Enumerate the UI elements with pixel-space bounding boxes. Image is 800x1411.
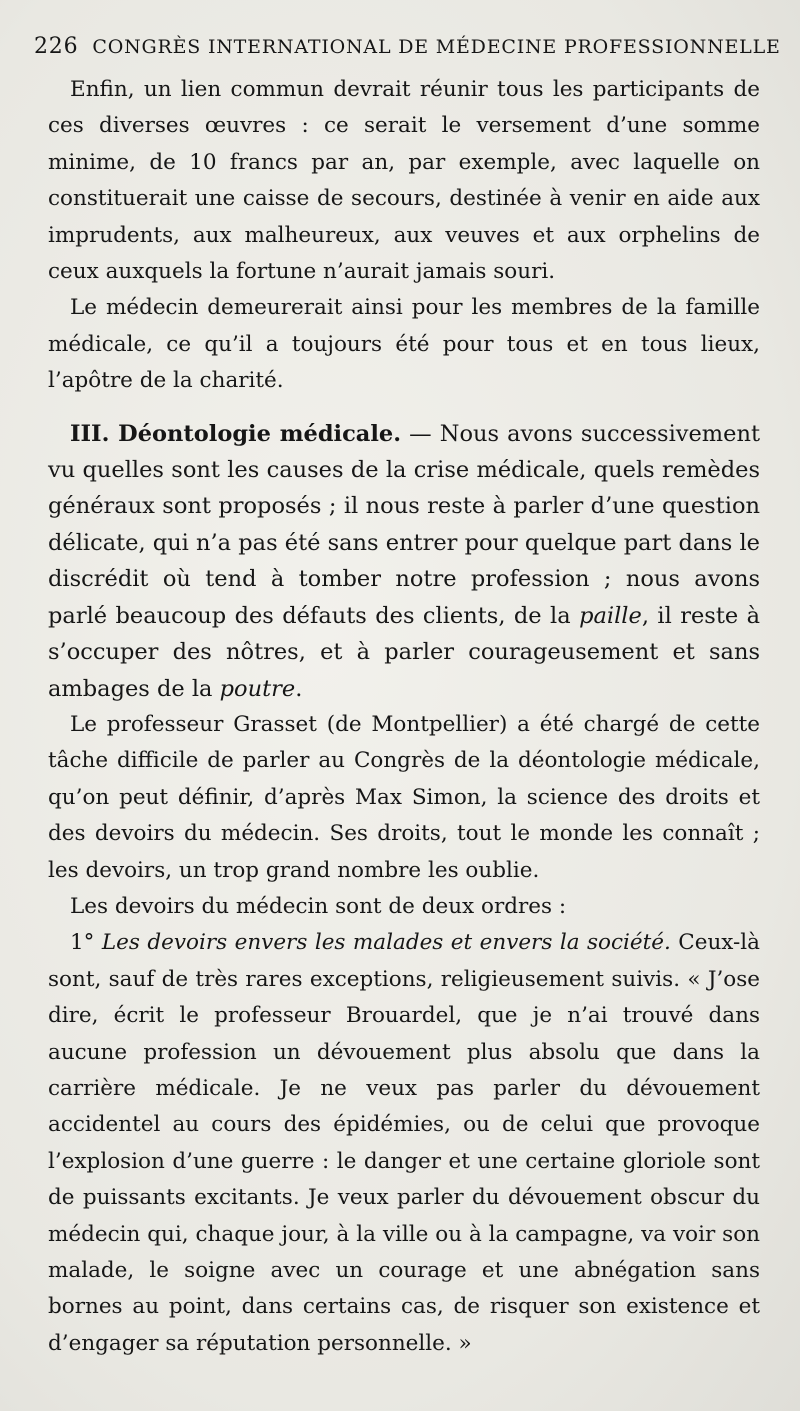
body-text: [48, 72, 760, 1362]
page-header: [34, 34, 781, 59]
running-title: CONGRÈS INTERNATIONAL DE MÉDECINE PROFESSIONNELLE: [92, 36, 781, 58]
italic-term-poutre: poutre: [219, 675, 296, 702]
text-segment: Ceux-là sont, sauf de très rares exceptions, religieusement suivis. « J’ose dire, écrit le professeur Brouardel, que je n’ai trouvé dans aucune profession un dévouement plus absolu que dans la carrière médicale. Je ne veux pas parler du dévouement accidentel au cours des épidémies, ou de celui que provoque l’explosion d’une guerre : le danger et une certaine gloriole sont de puissants excitants. Je veux parler du dévouement obscur du médecin qui, chaque jour, à la ville ou à la campagne, va voir son malade, le soigne avec un courage et une abnégation sans bornes au point, dans certains cas, de risquer son existence et d’engager sa réputation personnelle. »: [48, 930, 761, 1356]
text-segment: .: [295, 675, 303, 702]
section-heading: III. Déontologie médicale.: [70, 420, 402, 447]
italic-term-paille: paille: [579, 602, 642, 629]
list-number: 1°: [70, 930, 102, 956]
text-segment: , il reste à s’occuper des nôtres, et à parler courageusement et sans ambages de la: [48, 602, 761, 702]
text-segment: — Nous avons successivement vu quelles sont les causes de la crise médicale, quels remèdes généraux sont proposés ; il nous reste à parler d’une question délicate, qui n’a pas été sans entrer pour quelque part dans le discrédit où tend à tomber notre profession ; nous avons parlé beaucoup des défauts des clients, de la: [48, 420, 760, 629]
paragraph-caisse-secours: Enfin, un lien commun devrait réunir tous les participants de ces diverses œuvres : ce serait le versement d’une somme minime, de 10 francs par an, par exemple, avec laquelle on constituerait une caisse de secours, destinée à venir en aide aux imprudents, aux malheureux, aux veuves et aux orphelins de ceux auxquels la fortune n’aurait jamais souri.: [48, 77, 760, 285]
paragraph-deux-ordres: Les devoirs du médecin sont de deux ordres :: [70, 893, 567, 919]
paragraph-deontologie: [48, 416, 760, 707]
paragraph-devoirs-malades: [48, 925, 760, 1362]
paragraph-apotre-charite: Le médecin demeurerait ainsi pour les membres de la famille médicale, ce qu’il a toujours été pour tous et en tous lieux, l’apôtre de la charité.: [48, 295, 760, 394]
paragraph-grasset: Le professeur Grasset (de Montpellier) a été chargé de cette tâche difficile de parler au Congrès de la déontologie médicale, qu’on peut définir, d’après Max Simon, la science des droits et des devoirs du médecin. Ses droits, tout le monde les connaît ; les devoirs, un trop grand nombre les oublie.: [48, 711, 760, 883]
italic-subheading: Les devoirs envers les malades et envers la société.: [101, 930, 671, 956]
page-number: 226: [34, 34, 79, 59]
